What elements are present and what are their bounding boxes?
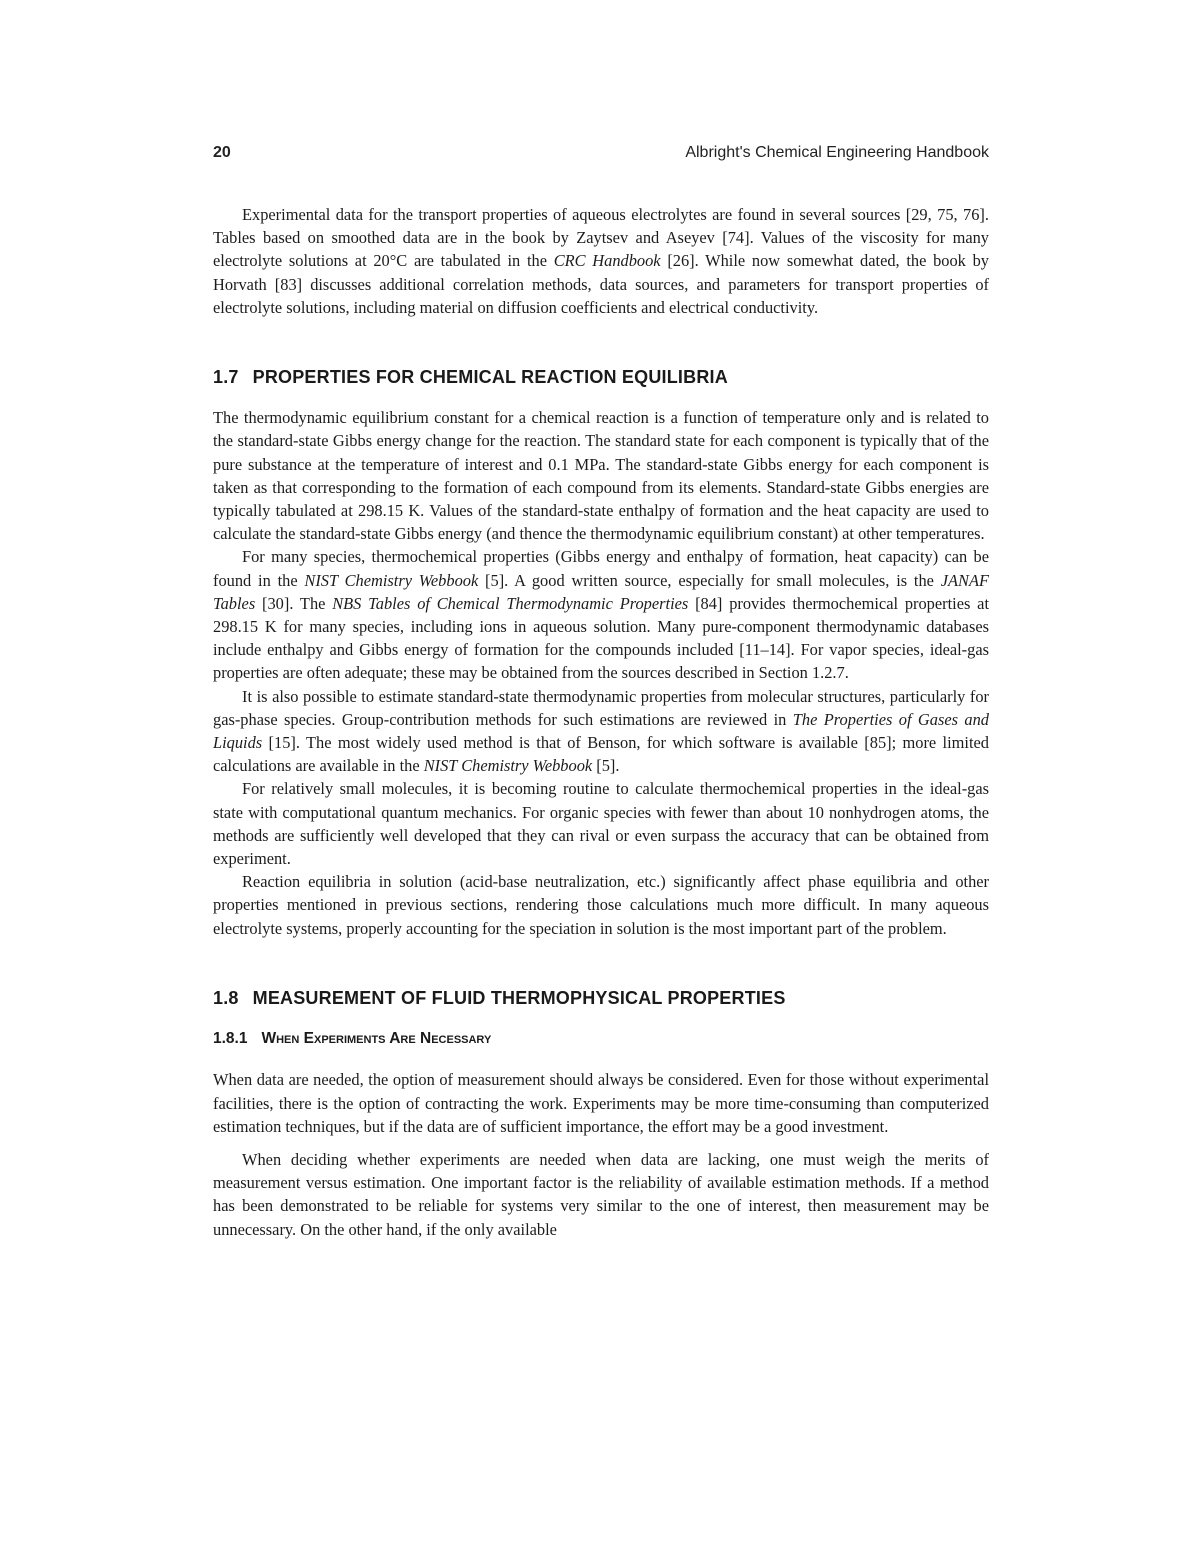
page-body <box>213 203 989 1241</box>
italic-title-nist-webbook: NIST Chemistry Webbook <box>304 570 479 590</box>
italic-title-nist-webbook: NIST Chemistry Webbook <box>423 756 593 776</box>
paragraph-measurement-option: When data are needed, the option of measurement should always be considered. Even for those without experimental facilities, there is the option of contracting the work. Experiments may be more time-consuming than computerized estimation techniques, but if the data are of sufficient importance, the effort may be a good investment. <box>213 1070 989 1136</box>
paragraph-equilibrium-constant: The thermodynamic equilibrium constant for a chemical reaction is a function of temperature only and is related to the standard-state Gibbs energy change for the reaction. The standard state for each component is typically that of the pure substance at the temperature of interest and 0.1 MPa. The standard-state Gibbs energy for each component is taken as that corresponding to the formation of each compound from its elements. Standard-state Gibbs energies are typically tabulated at 298.15 K. Values of the standard-state enthalpy of formation and the heat capacity are used to calculate the standard-state Gibbs energy (and thence the thermodynamic equilibrium constant) at other temperatures. <box>213 408 989 544</box>
subsection-title: When Experiments Are Necessary <box>261 1030 492 1048</box>
paragraph-measurement-vs-estimation: When deciding whether experiments are needed when data are lacking, one must weigh the merits of measurement versus estimation. One important factor is the reliability of available estimation methods. If a method has been demonstrated to be reliable for systems very similar to the one of interest, then measurement may be unnecessary. On the other hand, if the only available <box>213 1149 989 1239</box>
text-run: [30]. The <box>255 593 333 613</box>
text-run: It is also possible to estimate standard-state thermodynamic properties from molecular structures, particularly for gas-phase species. Group-contribution methods for such estimations are reviewed in <box>213 686 989 729</box>
text-run: [15]. The most widely used method is that of Benson, for which software is available [85]; more limited calculations are available in the <box>213 733 989 776</box>
section-title: PROPERTIES FOR CHEMICAL REACTION EQUILIBRIA <box>252 367 728 388</box>
section-number: 1.7 <box>213 367 239 388</box>
paragraph-reaction-equilibria-solution: Reaction equilibria in solution (acid-base neutralization, etc.) significantly affect phase equilibria and other properties mentioned in previous sections, rendering those calculations much more difficult. In many aqueous electrolyte systems, properly accounting for the speciation in solution is the most important part of the problem. <box>213 872 989 938</box>
paragraph-group-contribution <box>213 685 989 778</box>
subsection-number: 1.8.1 <box>213 1030 248 1048</box>
section-heading-1-8 <box>213 987 989 1010</box>
running-header <box>213 144 989 168</box>
text-run: [26]. While now somewhat dated, the book by Horvath [83] discusses additional correlation methods, data sources, and parameters for transport properties of electrolyte solutions, including material on diffusion coefficients and electrical conductivity. <box>213 251 989 317</box>
text-run: [5]. A good written source, especially for small molecules, is the <box>478 570 941 590</box>
text-run: Experimental data for the transport properties of aqueous electrolytes are found in several sources [29, 75, 76]. Tables based on smoothed data are in the book by Zaytsev and Aseyev [74]. Values of the viscosity for many electrolyte solutions at 20°C are tabulated in the <box>213 205 989 271</box>
text-run: For many species, thermochemical properties (Gibbs energy and enthalpy of formation, heat capacity) can be found in the <box>213 547 989 590</box>
paragraph-quantum-mechanics: For relatively small molecules, it is becoming routine to calculate thermochemical properties in the ideal-gas state with computational quantum mechanics. For organic species with fewer than about 10 nonhydrogen atoms, the methods are sufficiently well developed that they can rival or even surpass the accuracy that can be obtained from experiment. <box>213 779 989 869</box>
section-heading-1-7 <box>213 366 989 389</box>
paragraph-thermochemical-sources <box>213 545 989 684</box>
section-number: 1.8 <box>213 987 239 1008</box>
italic-title-properties-gases-liquids: The Properties of Gases and Liquids <box>213 709 989 753</box>
text-run: [5]. <box>592 756 620 776</box>
section-title: MEASUREMENT OF FLUID THERMOPHYSICAL PROPERTIES <box>252 987 786 1008</box>
italic-title-janaf-tables: JANAF Tables <box>213 570 989 613</box>
italic-title-crc-handbook: CRC Handbook <box>553 251 661 271</box>
paragraph-transport-sources <box>213 203 989 319</box>
subsection-heading-1-8-1 <box>213 1027 989 1050</box>
text-run: [84] provides thermochemical properties at 298.15 K for many species, including ions in aqueous solution. Many pure-component thermodynamic databases include enthalpy and Gibbs energy of formation for the compounds included [11–14]. For vapor species, ideal-gas properties are often adequate; these may be obtained from the sources described in Section 1.2.7. <box>213 593 989 683</box>
page-number: 20 <box>213 144 231 161</box>
italic-title-nbs-tables: NBS Tables of Chemical Thermodynamic Properties <box>332 593 689 613</box>
running-title: Albright's Chemical Engineering Handbook <box>685 144 989 161</box>
document-page <box>213 0 989 1553</box>
